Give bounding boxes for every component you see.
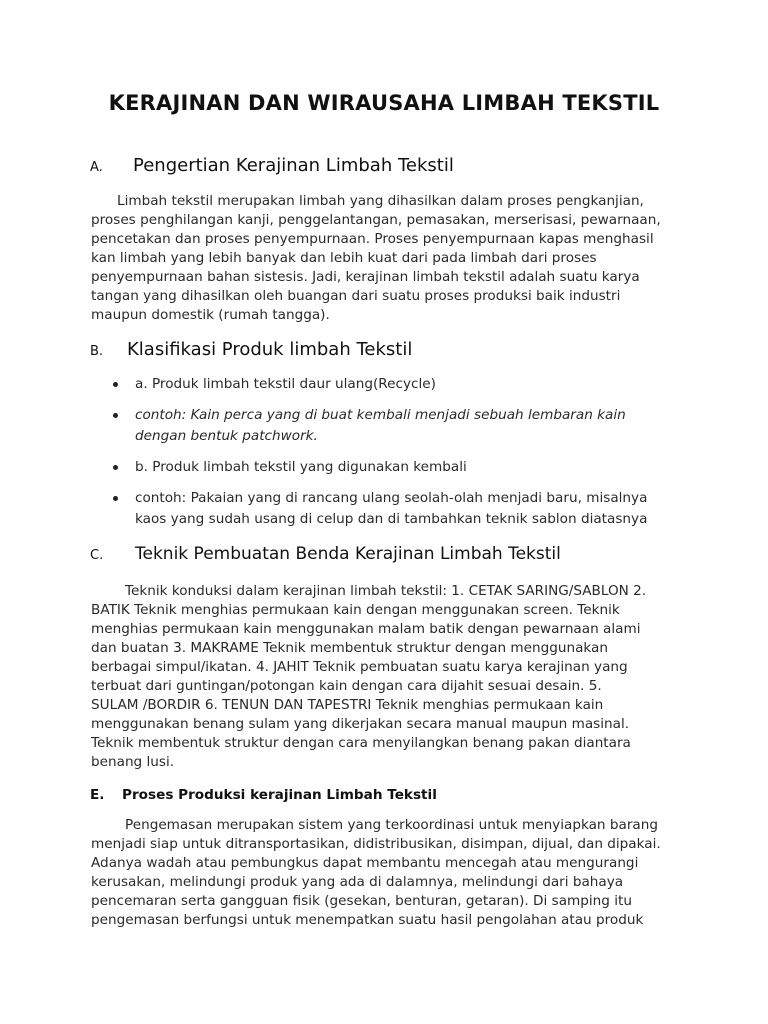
list-item-text: contoh: Pakaian yang di rancang ulang seolah-olah menjadi baru, misalnya: [135, 490, 648, 506]
section-e-paragraph: [91, 816, 691, 930]
section-letter: C.: [90, 548, 104, 563]
list-item: [91, 374, 691, 395]
bullet-icon: [113, 496, 118, 501]
section-c-heading: [90, 544, 561, 564]
list-item-text: b. Produk limbah tekstil yang digunakan kembali: [135, 459, 467, 475]
list-item: [91, 457, 691, 478]
section-a-heading: [90, 155, 454, 176]
section-letter: B.: [90, 344, 104, 359]
section-letter: E.: [90, 787, 105, 803]
section-title: Pengertian Kerajinan Limbah Tekstil: [133, 155, 454, 176]
document-title: KERAJINAN DAN WIRAUSAHA LIMBAH TEKSTIL: [108, 91, 660, 115]
classification-list: [91, 374, 691, 530]
paragraph-line: terbuat dari guntingan/potongan kain dengan cara dijahit sesuai desain. 5.: [91, 678, 602, 694]
section-letter: A.: [90, 160, 103, 175]
bullet-icon: [113, 382, 118, 387]
section-title: Klasifikasi Produk limbah Tekstil: [127, 339, 413, 360]
section-b-heading: [90, 339, 412, 360]
paragraph-line: maupun domestik (rumah tangga).: [91, 307, 330, 323]
paragraph-line: pengemasan berfungsi untuk menempatkan suatu hasil pengolahan atau produk: [91, 912, 644, 928]
list-item: [91, 405, 691, 447]
paragraph-line: Pengemasan merupakan sistem yang terkoordinasi untuk menyiapkan barang: [125, 817, 658, 833]
section-e-heading: [90, 784, 437, 803]
list-item-text: dengan bentuk patchwork.: [135, 428, 318, 444]
paragraph-line: Teknik membentuk struktur dengan cara menyilangkan benang pakan diantara: [91, 735, 631, 751]
list-item: [91, 488, 691, 530]
paragraph-line: menghias permukaan kain menggunakan malam batik dengan pewarnaan alami: [91, 621, 641, 637]
list-item-text: a. Produk limbah tekstil daur ulang(Recycle): [135, 376, 436, 392]
paragraph-line: kan limbah yang lebih banyak dan lebih kuat dari pada limbah dari proses: [91, 250, 597, 266]
paragraph-line: menggunakan benang sulam yang dikerjakan secara manual maupun masinal.: [91, 716, 630, 732]
paragraph-line: dan buatan 3. MAKRAME Teknik membentuk struktur dengan menggunakan: [91, 640, 609, 656]
paragraph-line: pencetakan dan proses penyempurnaan. Proses penyempurnaan kapas menghasil: [91, 231, 654, 247]
paragraph-line: Teknik konduksi dalam kerajinan limbah tekstil: 1. CETAK SARING/SABLON 2.: [125, 583, 647, 599]
paragraph-line: menjadi siap untuk ditransportasikan, didistribusikan, disimpan, dijual, dan dipakai.: [91, 836, 661, 852]
paragraph-line: Limbah tekstil merupakan limbah yang dihasilkan dalam proses pengkanjian,: [117, 193, 644, 209]
section-title: Proses Produksi kerajinan Limbah Tekstil: [122, 787, 437, 803]
paragraph-line: kerusakan, melindungi produk yang ada di dalamnya, melindungi dari bahaya: [91, 874, 624, 890]
paragraph-line: penyempurnaan bahan sistesis. Jadi, kerajinan limbah tekstil adalah suatu karya: [91, 269, 640, 285]
paragraph-line: berbagai simpul/ikatan. 4. JAHIT Teknik pembuatan suatu karya kerajinan yang: [91, 659, 628, 675]
paragraph-line: Adanya wadah atau pembungkus dapat membantu mencegah atau mengurangi: [91, 855, 639, 871]
section-c-paragraph: [91, 582, 691, 772]
paragraph-line: benang lusi.: [91, 754, 175, 770]
paragraph-line: BATIK Teknik menghias permukaan kain dengan menggunakan screen. Teknik: [91, 602, 620, 618]
paragraph-line: tangan yang dihasilkan oleh buangan dari suatu proses produksi baik industri: [91, 288, 621, 304]
list-item-text: contoh: Kain perca yang di buat kembali menjadi sebuah lembaran kain: [135, 407, 626, 423]
paragraph-line: pencemaran serta gangguan fisik (gesekan, benturan, getaran). Di samping itu: [91, 893, 632, 909]
section-title: Teknik Pembuatan Benda Kerajinan Limbah Tekstil: [135, 544, 561, 564]
paragraph-line: SULAM /BORDIR 6. TENUN DAN TAPESTRI Teknik menghias permukaan kain: [91, 697, 604, 713]
list-item-text: kaos yang sudah usang di celup dan di tambahkan teknik sablon diatasnya: [135, 511, 648, 527]
bullet-icon: [113, 465, 118, 470]
bullet-icon: [113, 413, 118, 418]
section-a-paragraph: [91, 192, 691, 325]
paragraph-line: proses penghilangan kanji, penggelantangan, pemasakan, merserisasi, pewarnaan,: [91, 212, 661, 228]
